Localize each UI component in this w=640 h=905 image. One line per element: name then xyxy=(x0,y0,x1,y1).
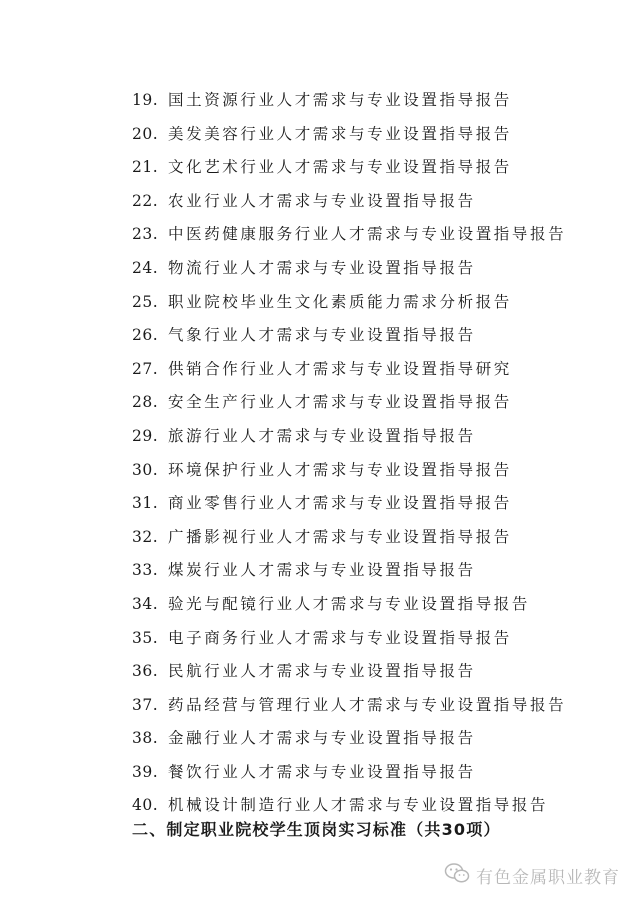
item-text: 供销合作行业人才需求与专业设置指导研究 xyxy=(168,359,512,378)
list-item xyxy=(132,622,566,656)
item-number: 30. xyxy=(132,460,159,479)
item-text: 环境保护行业人才需求与专业设置指导报告 xyxy=(168,460,512,479)
item-number: 27. xyxy=(132,359,159,378)
item-text: 金融行业人才需求与专业设置指导报告 xyxy=(168,729,476,748)
item-number: 37. xyxy=(132,695,159,714)
list-item xyxy=(132,420,566,454)
item-number: 40. xyxy=(132,796,159,815)
item-number: 20. xyxy=(132,124,159,143)
list-item xyxy=(132,319,566,353)
item-number: 36. xyxy=(132,662,159,681)
item-number: 32. xyxy=(132,527,159,546)
item-number: 26. xyxy=(132,326,159,345)
item-number: 38. xyxy=(132,729,159,748)
list-item xyxy=(132,588,566,622)
report-list xyxy=(132,84,566,823)
item-text: 机械设计制造行业人才需求与专业设置指导报告 xyxy=(168,796,549,815)
list-item xyxy=(132,118,566,152)
item-text: 物流行业人才需求与专业设置指导报告 xyxy=(168,258,476,277)
item-number: 35. xyxy=(132,628,159,647)
item-text: 职业院校毕业生文化素质能力需求分析报告 xyxy=(168,292,512,311)
watermark-text: 有色金属职业教育 xyxy=(476,868,620,888)
item-text: 美发美容行业人才需求与专业设置指导报告 xyxy=(168,124,512,143)
item-text: 煤炭行业人才需求与专业设置指导报告 xyxy=(168,561,476,580)
list-item xyxy=(132,454,566,488)
item-text: 验光与配镜行业人才需求与专业设置指导报告 xyxy=(168,594,531,613)
item-text: 气象行业人才需求与专业设置指导报告 xyxy=(168,326,476,345)
item-text: 文化艺术行业人才需求与专业设置指导报告 xyxy=(168,158,512,177)
list-item xyxy=(132,554,566,588)
item-number: 28. xyxy=(132,393,159,412)
item-text: 民航行业人才需求与专业设置指导报告 xyxy=(168,662,476,681)
item-text: 中医药健康服务行业人才需求与专业设置指导报告 xyxy=(168,225,567,244)
item-number: 23. xyxy=(132,225,159,244)
item-text: 农业行业人才需求与专业设置指导报告 xyxy=(168,191,476,210)
list-item xyxy=(132,151,566,185)
list-item xyxy=(132,286,566,320)
item-text: 药品经营与管理行业人才需求与专业设置指导报告 xyxy=(168,695,567,714)
item-number: 21. xyxy=(132,158,159,177)
item-number: 25. xyxy=(132,292,159,311)
item-number: 22. xyxy=(132,191,159,210)
item-number: 33. xyxy=(132,561,159,580)
list-item xyxy=(132,689,566,723)
watermark xyxy=(444,862,620,889)
item-text: 商业零售行业人才需求与专业设置指导报告 xyxy=(168,494,512,513)
list-item xyxy=(132,84,566,118)
list-item xyxy=(132,487,566,521)
item-number: 29. xyxy=(132,426,159,445)
item-number: 31. xyxy=(132,494,159,513)
item-text: 广播影视行业人才需求与专业设置指导报告 xyxy=(168,527,512,546)
section-heading: 二、制定职业院校学生顶岗实习标准（共30项） xyxy=(132,820,501,839)
list-item xyxy=(132,252,566,286)
item-number: 39. xyxy=(132,762,159,781)
list-item xyxy=(132,722,566,756)
item-number: 24. xyxy=(132,258,159,277)
item-text: 电子商务行业人才需求与专业设置指导报告 xyxy=(168,628,512,647)
list-item xyxy=(132,185,566,219)
list-item xyxy=(132,521,566,555)
item-text: 安全生产行业人才需求与专业设置指导报告 xyxy=(168,393,512,412)
list-item xyxy=(132,353,566,387)
item-number: 19. xyxy=(132,91,159,109)
list-item xyxy=(132,218,566,252)
list-item xyxy=(132,655,566,689)
item-text: 旅游行业人才需求与专业设置指导报告 xyxy=(168,426,476,445)
item-text: 国土资源行业人才需求与专业设置指导报告 xyxy=(168,91,512,109)
wechat-icon xyxy=(444,862,470,889)
item-number: 34. xyxy=(132,594,159,613)
list-item xyxy=(132,756,566,790)
item-text: 餐饮行业人才需求与专业设置指导报告 xyxy=(168,762,476,781)
list-item xyxy=(132,386,566,420)
